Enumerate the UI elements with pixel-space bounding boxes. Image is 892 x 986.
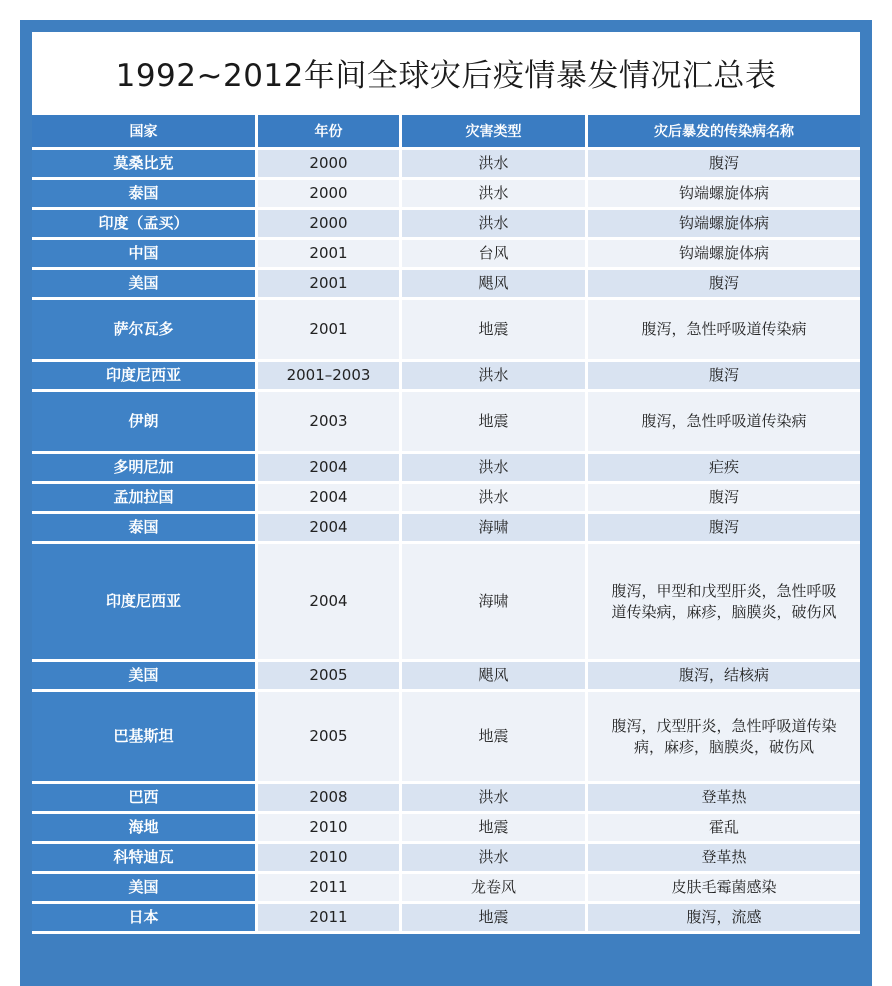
cell-country: 印度（孟买） (32, 210, 258, 240)
table-frame (20, 20, 872, 986)
cell-disaster-type: 洪水 (402, 150, 588, 180)
cell-disaster-type: 飓风 (402, 270, 588, 300)
cell-year: 2001 (258, 270, 402, 300)
cell-disease-name: 腹泻，戊型肝炎，急性呼吸道传染病，麻疹，脑膜炎，破伤风 (588, 692, 860, 784)
cell-disease-name: 腹泻，急性呼吸道传染病 (588, 300, 860, 362)
cell-year: 2011 (258, 904, 402, 934)
cell-year: 2004 (258, 484, 402, 514)
cell-disease-name: 疟疾 (588, 454, 860, 484)
cell-country: 伊朗 (32, 392, 258, 454)
table-row (32, 362, 860, 392)
cell-year: 2010 (258, 814, 402, 844)
table-row (32, 904, 860, 934)
cell-disease-name: 登革热 (588, 844, 860, 874)
cell-year: 2010 (258, 844, 402, 874)
cell-disease-name: 霍乱 (588, 814, 860, 844)
cell-country: 海地 (32, 814, 258, 844)
cell-disaster-type: 海啸 (402, 514, 588, 544)
cell-disease-name: 腹泻，结核病 (588, 662, 860, 692)
cell-year: 2004 (258, 514, 402, 544)
cell-country: 科特迪瓦 (32, 844, 258, 874)
cell-year: 2005 (258, 662, 402, 692)
cell-year: 2004 (258, 454, 402, 484)
cell-disease-name: 腹泻 (588, 150, 860, 180)
cell-country: 美国 (32, 270, 258, 300)
cell-disease-name: 腹泻 (588, 484, 860, 514)
header-disease-name: 灾后暴发的传染病名称 (588, 112, 860, 150)
table-row (32, 180, 860, 210)
cell-disease-name: 腹泻，流感 (588, 904, 860, 934)
table-row (32, 300, 860, 362)
table-row (32, 662, 860, 692)
table-row (32, 484, 860, 514)
header-disaster-type: 灾害类型 (402, 112, 588, 150)
cell-year: 2003 (258, 392, 402, 454)
table-row (32, 692, 860, 784)
cell-disease-name: 钩端螺旋体病 (588, 180, 860, 210)
cell-disease-name: 钩端螺旋体病 (588, 240, 860, 270)
cell-disaster-type: 地震 (402, 692, 588, 784)
cell-country: 巴基斯坦 (32, 692, 258, 784)
cell-country: 中国 (32, 240, 258, 270)
table-row (32, 454, 860, 484)
cell-disaster-type: 飓风 (402, 662, 588, 692)
cell-year: 2000 (258, 210, 402, 240)
cell-country: 萨尔瓦多 (32, 300, 258, 362)
cell-disaster-type: 海啸 (402, 544, 588, 662)
cell-disaster-type: 洪水 (402, 484, 588, 514)
table-row (32, 392, 860, 454)
cell-disaster-type: 地震 (402, 300, 588, 362)
table-row (32, 544, 860, 662)
cell-disease-name: 腹泻 (588, 270, 860, 300)
title-panel (32, 32, 860, 112)
cell-year: 2001 (258, 240, 402, 270)
cell-year: 2001–2003 (258, 362, 402, 392)
cell-disease-name: 腹泻 (588, 362, 860, 392)
table-row (32, 210, 860, 240)
cell-country: 泰国 (32, 514, 258, 544)
table-row (32, 514, 860, 544)
header-year: 年份 (258, 112, 402, 150)
cell-disaster-type: 地震 (402, 904, 588, 934)
table-row (32, 784, 860, 814)
table-row (32, 814, 860, 844)
cell-disease-name: 钩端螺旋体病 (588, 210, 860, 240)
cell-year: 2004 (258, 544, 402, 662)
cell-country: 美国 (32, 874, 258, 904)
cell-disease-name: 腹泻，甲型和戊型肝炎，急性呼吸道传染病，麻疹，脑膜炎，破伤风 (588, 544, 860, 662)
table-row (32, 844, 860, 874)
header-country: 国家 (32, 112, 258, 150)
cell-disaster-type: 台风 (402, 240, 588, 270)
cell-disease-name: 腹泻 (588, 514, 860, 544)
cell-year: 2001 (258, 300, 402, 362)
table-body (32, 150, 860, 934)
cell-year: 2005 (258, 692, 402, 784)
cell-country: 日本 (32, 904, 258, 934)
cell-disaster-type: 地震 (402, 814, 588, 844)
outbreak-table (32, 112, 860, 934)
cell-disease-name: 腹泻，急性呼吸道传染病 (588, 392, 860, 454)
cell-year: 2000 (258, 150, 402, 180)
table-row (32, 150, 860, 180)
cell-disaster-type: 洪水 (402, 454, 588, 484)
cell-country: 印度尼西亚 (32, 544, 258, 662)
page-title: 1992~2012年间全球灾后疫情暴发情况汇总表 (115, 57, 777, 94)
table-row (32, 240, 860, 270)
cell-disaster-type: 洪水 (402, 210, 588, 240)
cell-country: 多明尼加 (32, 454, 258, 484)
cell-disaster-type: 洪水 (402, 844, 588, 874)
cell-country: 孟加拉国 (32, 484, 258, 514)
cell-year: 2011 (258, 874, 402, 904)
cell-disease-name: 登革热 (588, 784, 860, 814)
cell-country: 巴西 (32, 784, 258, 814)
cell-disaster-type: 龙卷风 (402, 874, 588, 904)
cell-country: 印度尼西亚 (32, 362, 258, 392)
cell-country: 莫桑比克 (32, 150, 258, 180)
cell-country: 泰国 (32, 180, 258, 210)
cell-disaster-type: 地震 (402, 392, 588, 454)
cell-disease-name: 皮肤毛霉菌感染 (588, 874, 860, 904)
table-header-row (32, 112, 860, 150)
cell-year: 2008 (258, 784, 402, 814)
cell-year: 2000 (258, 180, 402, 210)
table-row (32, 874, 860, 904)
table-row (32, 270, 860, 300)
cell-disaster-type: 洪水 (402, 180, 588, 210)
cell-disaster-type: 洪水 (402, 362, 588, 392)
cell-disaster-type: 洪水 (402, 784, 588, 814)
cell-country: 美国 (32, 662, 258, 692)
